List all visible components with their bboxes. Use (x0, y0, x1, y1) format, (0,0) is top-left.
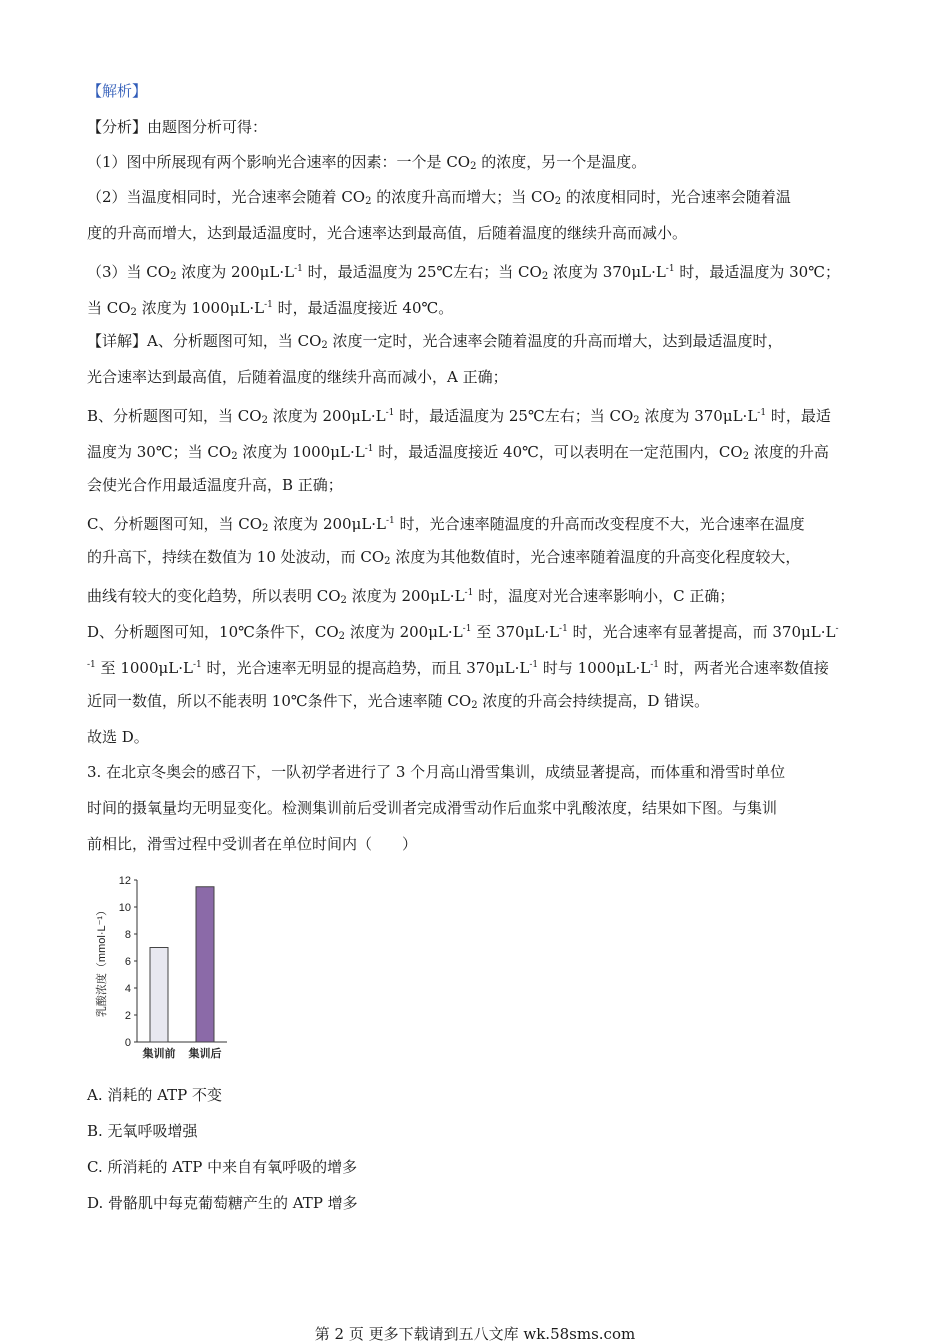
bar-after (196, 887, 214, 1042)
detail-option-d-cont: $^{-1}$ 至 $1000\mu L\cdot L^{-1}$ 时，光合速率无明显的提高趋势，而且 $370\mu L\cdot L^{-1}$ 时与 $1000\mu L\cdot L^{-1}$ 时，两者光合速率数值接 (87, 659, 829, 677)
detail-option-b-cont2: 会使光合作用最适温度升高，B 正确； (87, 476, 343, 494)
detail-option-b: B、分析题图可知，当 $CO_2$ 浓度为 $200\mu L\cdot L^{-1}$ 时，最适温度为 25℃左右；当 $CO_2$ 浓度为 $370\mu L\cdot L^{-1}$ 时，最适 (87, 407, 831, 426)
page-footer: 第 2 页 更多下载请到五八文库 wk.58sms.com (314, 1325, 636, 1343)
bar-before (150, 948, 168, 1043)
detail-option-d-cont2: 近同一数值，所以不能表明 10℃条件下，光合速率随 $CO_2$ 浓度的升高会持续提高，D 错误。 (87, 692, 710, 711)
analysis-point-2: （2）当温度相同时，光合速率会随着 $CO_2$ 的浓度升高而增大；当 $CO_2$ 的浓度相同时，光合速率会随着温 (87, 188, 791, 207)
analysis-point-1: （1）图中所展现有两个影响光合速率的因素：一个是 $CO_2$ 的浓度，另一个是温度。 (87, 153, 647, 172)
question-stem-line-2: 时间的摄氧量均无明显变化。检测集训前后受训者完成滑雪动作后血浆中乳酸浓度，结果如下图。与集训 (87, 799, 778, 817)
y-axis-label: 乳酸浓度（mmol·L⁻¹） (96, 904, 108, 1018)
analysis-point-2-cont: 度的升高而增大，达到最适温度时，光合速率达到最高值，后随着温度的继续升高而减小。 (87, 224, 688, 242)
detail-option-c: C、分析题图可知，当 $CO_2$ 浓度为 $200\mu L\cdot L^{-1}$ 时，光合速率随温度的升高而改变程度不大，光合速率在温度 (87, 515, 805, 534)
y-tick-label: 6 (124, 956, 131, 968)
option-b: B. 无氧呼吸增强 (87, 1122, 198, 1140)
question-stem-line-3: 前相比，滑雪过程中受训者在单位时间内（ ） (87, 835, 418, 853)
question-stem-line-1: 3. 在北京冬奥会的感召下，一队初学者进行了 3 个月高山滑雪集训，成绩显著提高，而体重和滑雪时单位 (87, 763, 786, 781)
detail-option-d: D、分析题图可知，10℃条件下，$CO_2$ 浓度为 $200\mu L\cdot L^{-1}$ 至 $370\mu L\cdot L^{-1}$ 时，光合速率有显著提高，而 370μL·L- (87, 623, 839, 642)
analysis-point-3-cont: 当 $CO_2$ 浓度为 $1000\mu L\cdot L^{-1}$ 时，最适温度接近 40℃。 (87, 299, 454, 318)
option-c: C. 所消耗的 ATP 中来自有氧呼吸的增多 (87, 1158, 358, 1176)
chart-svg (87, 866, 237, 1066)
section-header-jiexi: 【解析】 (87, 82, 148, 100)
detail-option-c-cont2: 曲线有较大的变化趋势，所以表明 $CO_2$ 浓度为 $200\mu L\cdot L^{-1}$ 时，温度对光合速率影响小，C 正确； (87, 587, 735, 606)
x-tick-label: 集训前 (142, 1048, 176, 1060)
detail-option-c-cont: 的升高下，持续在数值为 10 处波动，而 $CO_2$ 浓度为其他数值时，光合速率随着温度的升高变化程度较大， (87, 548, 801, 567)
option-d: D. 骨骼肌中每克葡萄糖产生的 ATP 增多 (87, 1194, 358, 1212)
x-tick-label: 集训后 (188, 1048, 222, 1060)
analysis-point-3: （3）当 $CO_2$ 浓度为 $200\mu L\cdot L^{-1}$ 时，最适温度为 25℃左右；当 $CO_2$ 浓度为 $370\mu L\cdot L^{-1}$ 时，最适温度为 30℃； (87, 263, 840, 282)
y-tick-label: 8 (124, 929, 131, 941)
y-tick-label: 2 (124, 1010, 131, 1022)
analysis-intro: 【分析】由题图分析可得： (87, 118, 268, 136)
answer-line: 故选 D。 (87, 728, 149, 746)
y-tick-label: 10 (118, 902, 131, 914)
detail-option-a: 【详解】A、分析题图可知，当 $CO_2$ 浓度一定时，光合速率会随着温度的升高而增大，达到最适温度时， (87, 332, 783, 351)
lactate-bar-chart (87, 866, 237, 1066)
y-tick-label: 0 (124, 1037, 131, 1049)
option-a: A. 消耗的 ATP 不变 (87, 1086, 223, 1104)
y-tick-label: 12 (118, 875, 131, 887)
detail-option-b-cont: 温度为 30℃；当 $CO_2$ 浓度为 $1000\mu L\cdot L^{-1}$ 时，最适温度接近 40℃，可以表明在一定范围内，$CO_2$ 浓度的升高 (87, 443, 829, 462)
y-tick-label: 4 (124, 983, 131, 995)
detail-option-a-cont: 光合速率达到最高值，后随着温度的继续升高而减小，A 正确； (87, 368, 508, 386)
